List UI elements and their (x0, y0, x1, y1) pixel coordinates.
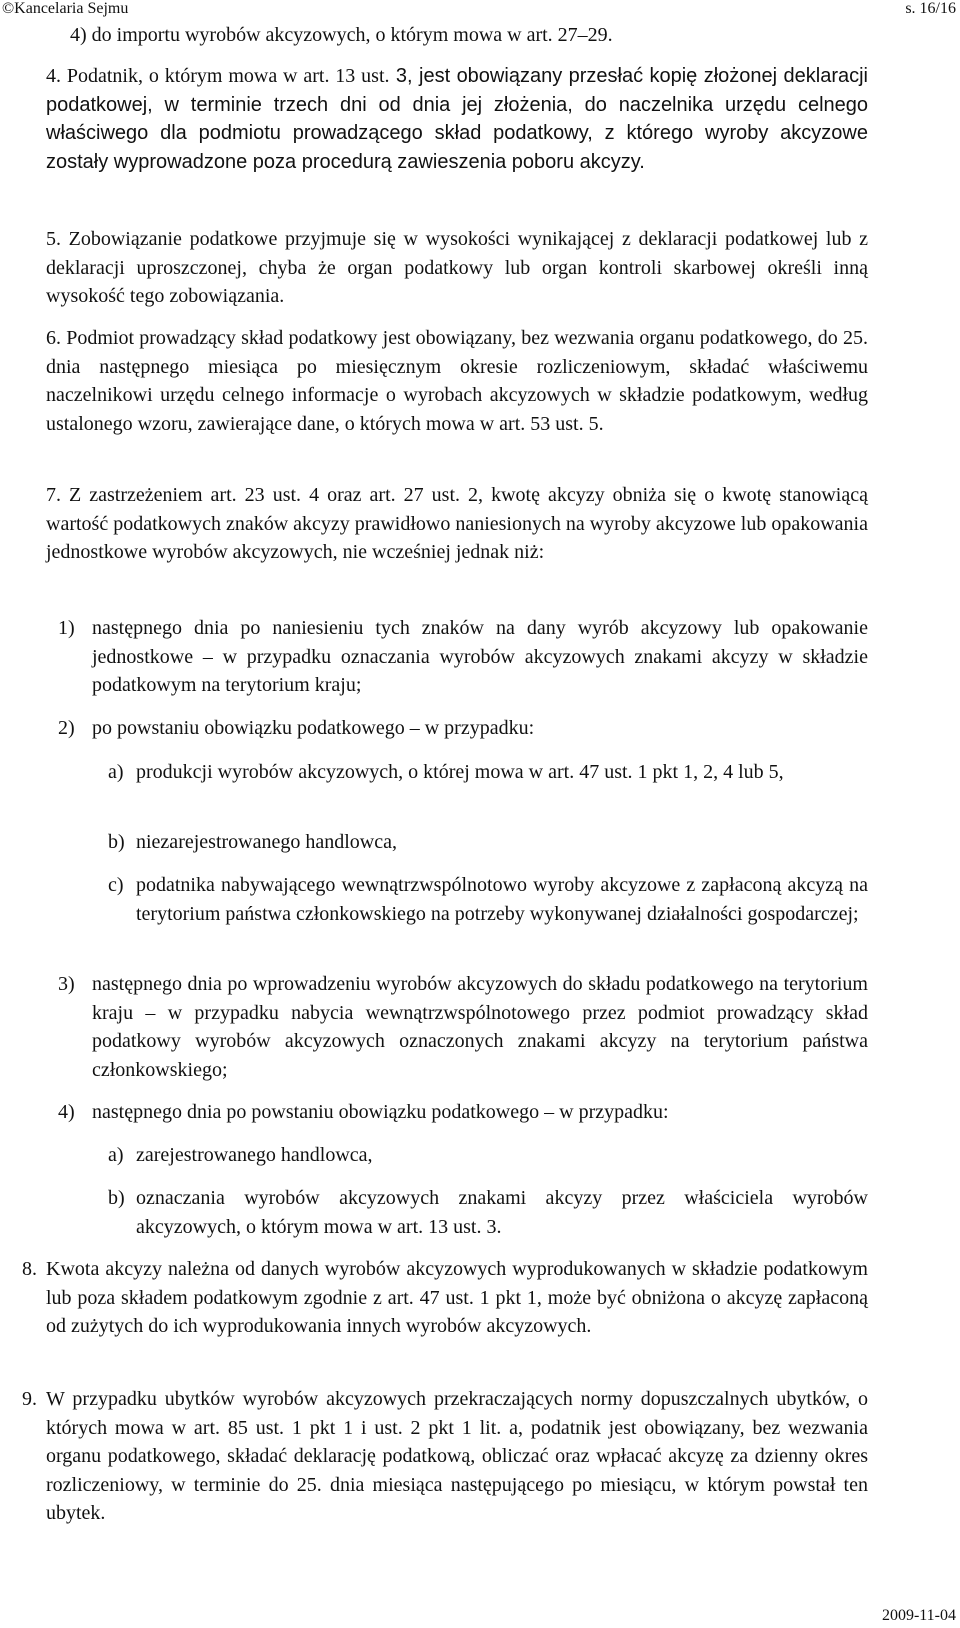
paragraph-6: 6. Podmiot prowadzący skład podatkowy jest obowiązany, bez wezwania organu podatkowego, do 25. dnia następnego miesiąca po miesięcznym okresie rozliczeniowym, składać właściwemu naczelnikowi urzędu celnego informacje o wyrobach akcyzowych w składzie podatkowym, według ustalonego wzoru, zawierające dane, o których mowa w art. 53 ust. 5. (46, 327, 868, 435)
paragraph-text: W przypadku ubytków wyrobów akcyzowych przekraczających normy dopuszczalnych ubytków, o których mowa w art. 85 ust. 1 pkt 1 i ust. 2 pkt 1 lit. a, podatnik jest obowiązany, bez wezwania organu podatkowego, składać deklarację podatkową, obliczać oraz wpłacać akcyzę za dzienny okres rozliczeniowy, w terminie do 25. dnia miesiąca następującego po miesiącu, w którym powstał ten ubytek. (46, 1388, 868, 1524)
sub-item-text: produkcji wyrobów akcyzowych, o której mowa w art. 47 ust. 1 pkt 1, 2, 4 lub 5, (136, 761, 784, 783)
list-item-text: po powstaniu obowiązku podatkowego – w przypadku: (92, 717, 535, 739)
header-copyright: ©Kancelaria Sejmu (2, 0, 129, 17)
list-item-2 (58, 714, 868, 743)
list-item-text: następnego dnia po powstaniu obowiązku podatkowego – w przypadku: (92, 1101, 669, 1123)
list-item-text: następnego dnia po wprowadzeniu wyrobów akcyzowych do składu podatkowego na terytorium kraju – w przypadku nabycia wewnątrzwspólnotowego przez podmiot prowadzący skład podatkowy wyrobów akcyzowych oznaczonych znakami akcyzy na terytorium państwa członkowskiego; (92, 973, 868, 1081)
sub-item-text: niezarejestrowanego handlowca, (136, 831, 397, 853)
sub-item-2a (108, 758, 868, 787)
paragraph-import-item: 4) do importu wyrobów akcyzowych, o którym mowa w art. 27–29. (70, 24, 613, 46)
sub-item-2b (108, 828, 868, 857)
sub-item-letter: a) (108, 1144, 124, 1166)
paragraph-5: 5. Zobowiązanie podatkowe przyjmuje się w wysokości wynikającej z deklaracji podatkowej lub z deklaracji uproszczonej, chyba że organ podatkowy lub organ kontroli skarbowej określi inną wysokość tego zobowiązania. (46, 228, 868, 307)
paragraph-number: 9. (22, 1388, 37, 1410)
sub-item-4b (108, 1184, 868, 1241)
header-page-number: s. 16/16 (905, 0, 956, 17)
list-item-1 (58, 614, 868, 700)
paragraph-4-body: 3, jest obowiązany przesłać kopię złożonej deklaracji podatkowej, w terminie trzech dni od dnia jej złożenia, do naczelnika urzędu celnego właściwego dla podmiotu prowadzącego skład podatkowy, z którego wyroby akcyzowe zostały wyprowadzone poza procedurą zawieszenia poboru akcyzy. (46, 65, 868, 173)
sub-item-4a (108, 1141, 868, 1170)
list-item-3 (58, 970, 868, 1084)
list-item-4 (58, 1098, 868, 1127)
paragraph-number: 8. (22, 1258, 37, 1280)
paragraph-4-lead: 4. Podatnik, o którym mowa w art. 13 ust. (46, 65, 390, 87)
sub-item-letter: b) (108, 1187, 125, 1209)
paragraph-text: Kwota akcyzy należna od danych wyrobów akcyzowych wyprodukowanych w składzie podatkowym lub poza składem podatkowym zgodnie z art. 47 ust. 1 pkt 1, może być obniżona o akcyzę zapłaconą od zużytych do ich wyprodukowania innych wyrobów akcyzowych. (46, 1258, 868, 1337)
sub-item-letter: a) (108, 761, 124, 783)
sub-item-letter: c) (108, 874, 124, 896)
sub-item-text: zarejestrowanego handlowca, (136, 1144, 373, 1166)
sub-item-2c (108, 871, 868, 928)
list-item-number: 1) (58, 617, 75, 639)
list-item-number: 4) (58, 1101, 75, 1123)
paragraph-9 (22, 1385, 868, 1528)
sub-item-text: oznaczania wyrobów akcyzowych znakami akcyzy przez właściciela wyrobów akcyzowych, o którym mowa w art. 13 ust. 3. (136, 1187, 868, 1238)
paragraph-8 (22, 1255, 868, 1341)
footer-date: 2009-11-04 (881, 1607, 956, 1624)
sub-item-text: podatnika nabywającego wewnątrzwspólnotowo wyroby akcyzowe z zapłaconą akcyzą na terytorium państwa członkowskiego na potrzeby wykonywanej działalności gospodarczej; (136, 874, 868, 925)
list-item-number: 3) (58, 973, 75, 995)
paragraph-7: 7. Z zastrzeżeniem art. 23 ust. 4 oraz art. 27 ust. 2, kwotę akcyzy obniża się o kwotę stanowiącą wartość podatkowych znaków akcyzy prawidłowo naniesionych na wyroby akcyzowe lub opakowania jednostkowe wyrobów akcyzowych, nie wcześniej jednak niż: (46, 484, 868, 563)
sub-item-letter: b) (108, 831, 125, 853)
paragraph-4 (46, 62, 868, 176)
list-item-number: 2) (58, 717, 75, 739)
list-item-text: następnego dnia po naniesieniu tych znaków na dany wyrób akcyzowy lub opakowanie jednostkowe – w przypadku oznaczania wyrobów akcyzowych znakami akcyzy w składzie podatkowym na terytorium kraju; (92, 617, 868, 696)
